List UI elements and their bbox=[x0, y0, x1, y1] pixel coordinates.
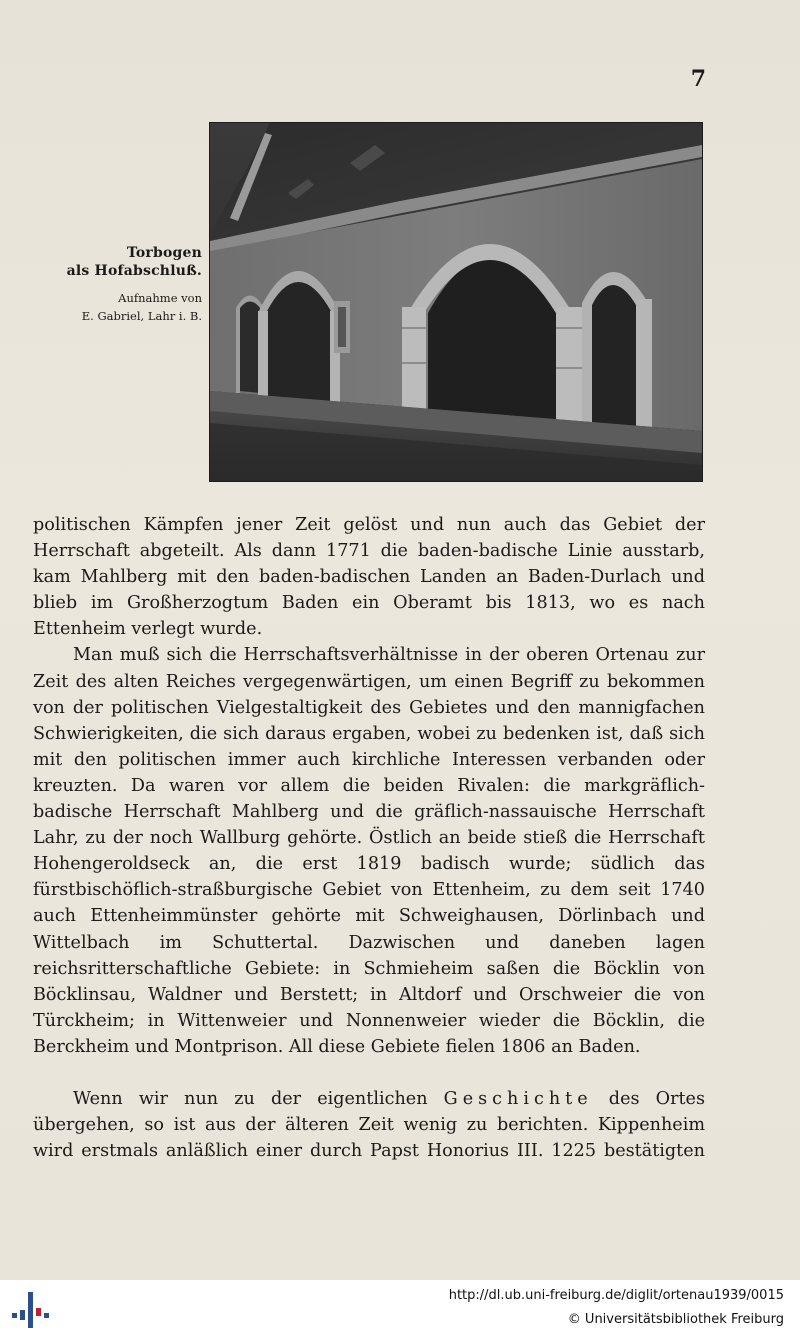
footer-bar bbox=[0, 1280, 800, 1336]
photo-credit-line-1: Aufnahme von bbox=[118, 291, 202, 306]
copyright-notice: © Universitätsbibliothek Freiburg bbox=[567, 1312, 784, 1327]
paragraph-1: politischen Kämpfen jener Zeit gelöst und nun auch das Gebiet der Herrschaft abgeteilt. Als dann 1771 die baden-badische Linie ausstarb, kam Mahlberg mit den baden-badischen Landen an Baden-Durlach und blieb im Großherzogtum Baden ein Oberamt bis 1813, wo es nach Ettenheim verlegt wurde. bbox=[33, 515, 705, 640]
paragraph-3-rest: des Ortes übergehen, so ist aus der älteren Zeit wenig zu berichten. Kippenheim wird erstmals anläßlich einer durch Papst Honorius III. 1225 bestätigten bbox=[33, 1088, 705, 1162]
photo-credit-line-2: E. Gabriel, Lahr i. B. bbox=[81, 308, 202, 323]
caption-title bbox=[30, 244, 202, 280]
photo-credit bbox=[30, 290, 202, 325]
figure-caption bbox=[30, 244, 202, 325]
library-logo-icon bbox=[12, 1288, 52, 1330]
body-text bbox=[33, 512, 705, 1164]
archway-photo bbox=[209, 122, 703, 482]
page-number: 7 bbox=[690, 66, 706, 92]
paragraph-2: Man muß sich die Herrschaftsverhältnisse in der oberen Ortenau zur Zeit des alten Reiches vergegenwärtigen, um einen Begriff zu bekommen von der politischen Vielgestaltigkeit des Gebietes und den mannigfachen Schwierigkeiten, die sich daraus ergaben, wobei zu bedenken ist, daß sich mit den politischen immer auch kirchliche Interessen verbanden oder kreuzten. Da waren vor allem die beiden Rivalen: die markgräflich-badische Herrschaft Mahlberg und die gräflich-nassauische Herrschaft Lahr, zu der noch Wallburg gehörte. Östlich an beide stieß die Herrschaft Hohengeroldseck an, die erst 1819 badisch wurde; südlich das fürstbischöflich-straßburgische Gebiet von Ettenheim, zu dem seit 1740 auch Ettenheimmünster gehörte mit Schweighausen, Dörlinbach und Wittelbach im Schuttertal. Dazwischen und daneben lagen reichsritterschaftliche Gebiete: in Schmieheim saßen die Böcklin von Böcklinsau, Waldner und Berstett; in Altdorf und Orschweier die von Türckheim; in Wittenweier und Nonnenweier wieder die Böcklin, die Berckheim und Montprison. All diese Gebiete fielen 1806 an Baden. bbox=[33, 645, 705, 1057]
paragraph-3-start: Wenn wir nun zu der eigentlichen bbox=[73, 1088, 444, 1109]
caption-title-line-2: als Hofabschluß. bbox=[66, 263, 202, 280]
source-url[interactable]: http://dl.ub.uni-freiburg.de/diglit/ortenau1939/0015 bbox=[448, 1288, 784, 1303]
caption-title-line-1: Torbogen bbox=[126, 245, 202, 261]
emphasized-word: Geschichte bbox=[443, 1088, 593, 1109]
paragraph-3 bbox=[33, 1086, 705, 1164]
